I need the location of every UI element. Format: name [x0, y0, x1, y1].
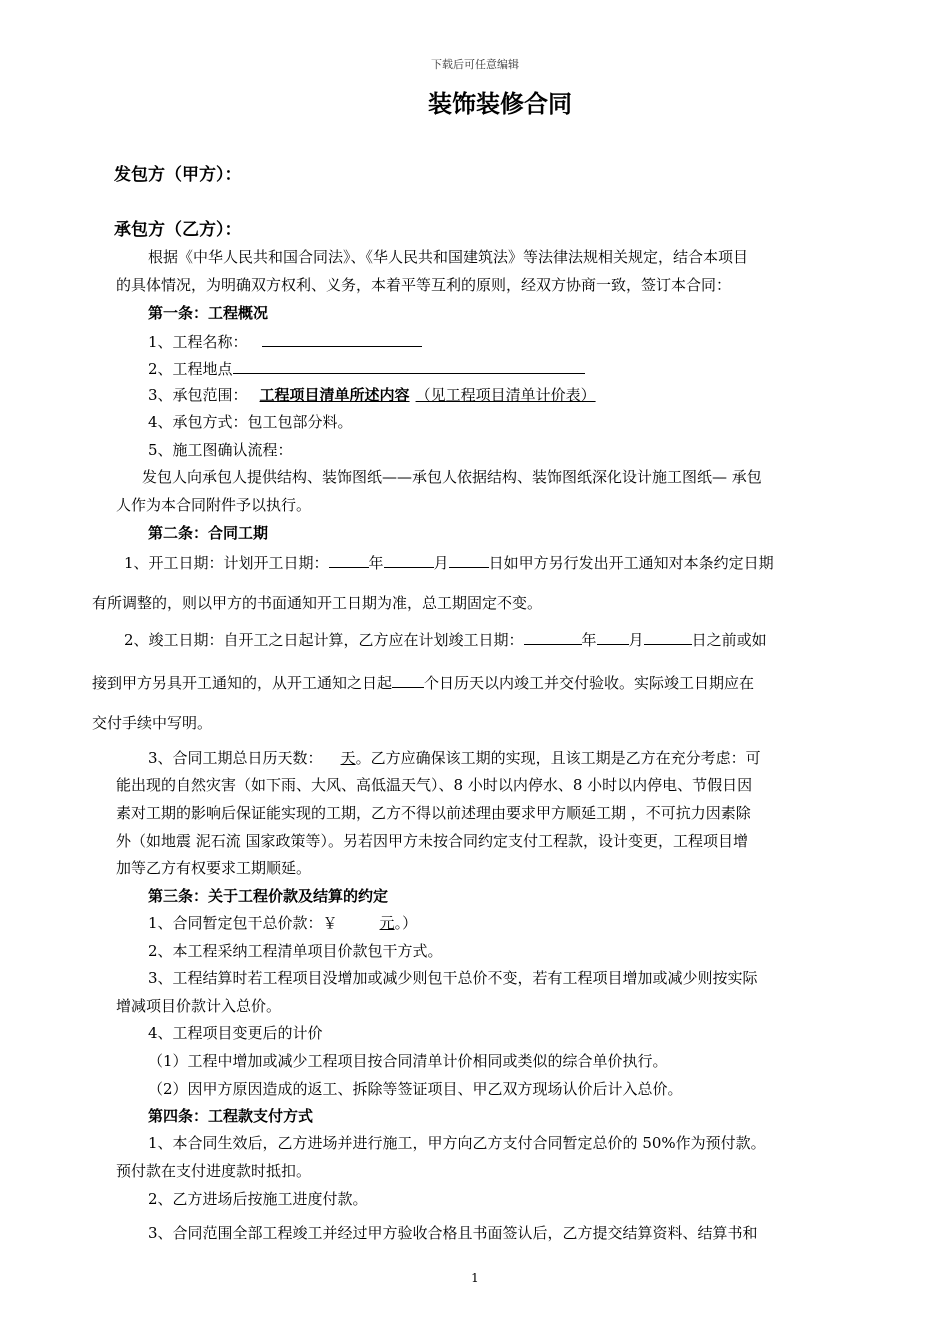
total-days-line-2: 能出现的自然灾害（如下雨、大风、高低温天气）、8 小时以内停水、8 小时以内停电、节假日因: [116, 776, 753, 794]
start-year-blank: [329, 551, 369, 568]
start-month-blank: [384, 551, 434, 568]
scope-label: 3、承包范围：: [148, 386, 248, 404]
start-date-tail: 日如甲方另行发出开工通知对本条约定日期: [488, 554, 774, 572]
start-date-row: [124, 551, 774, 573]
total-price-row: [148, 913, 417, 933]
settlement-line-2: 增减项目价款计入总价。: [116, 997, 282, 1015]
party-b-label: 承包方（乙方）：: [114, 220, 242, 240]
days-blank: [392, 671, 424, 688]
month-label: 月: [433, 554, 449, 572]
month-label: 月: [628, 631, 644, 649]
project-name-blank: [262, 330, 422, 347]
total-days-line-5: 加等乙方有权要求工期顺延。: [116, 859, 312, 877]
start-date-label: 1、开工日期：计划开工日期：: [124, 554, 329, 572]
total-price-label: 1、合同暂定包干总价款：￥: [148, 914, 338, 932]
project-name-row: [148, 330, 422, 352]
start-date-line-2: 有所调整的，则以甲方的书面通知开工日期为准，总工期固定不变。: [92, 594, 543, 612]
end-day-blank: [644, 628, 692, 645]
end-date-line-2b: 个日历天以内竣工并交付验收。实际竣工日期应在: [424, 674, 755, 692]
project-location-blank: [233, 357, 585, 374]
drawing-flow-label: 5、施工图确认流程：: [148, 441, 293, 459]
end-date-line-2a: 接到甲方另具开工通知的，从开工通知之日起: [92, 674, 393, 692]
total-days-unit: 天: [340, 749, 356, 767]
project-location-label: 2、工程地点: [148, 360, 233, 378]
change-pricing-sub-2: （2）因甲方原因造成的返工、拆除等签证项目、甲乙双方现场认价后计入总价。: [148, 1080, 683, 1098]
pricing-method: 2、本工程采纳工程清单项目价款包干方式。: [148, 942, 443, 960]
intro-line-1: 根据《中华人民共和国合同法》、《华人民共和国建筑法》等法律法规相关规定，结合本项目: [148, 248, 749, 266]
final-settlement: 3、合同范围全部工程竣工并经过甲方验收合格且书面签认后，乙方提交结算资料、结算书和: [148, 1224, 758, 1242]
drawing-flow-line-2: 人作为本合同附件予以执行。: [116, 496, 312, 514]
prepayment-line-2: 预付款在支付进度款时抵扣。: [116, 1162, 312, 1180]
year-label: 年: [368, 554, 384, 572]
scope-content: 工程项目清单所述内容: [259, 386, 410, 404]
total-price-unit: 元: [379, 914, 395, 932]
end-date-row: [124, 628, 767, 650]
total-days-label: 3、合同工期总日历天数：: [148, 749, 323, 767]
contract-mode: 4、承包方式：包工包部分料。: [148, 413, 353, 431]
page-number: 1: [471, 1271, 479, 1285]
change-pricing-label: 4、工程项目变更后的计价: [148, 1024, 323, 1042]
end-date-line-2: [92, 671, 754, 693]
article-2-heading: 第二条：合同工期: [148, 524, 269, 542]
total-days-text: 。乙方应确保该工期的实现，且该工期是乙方在充分考虑：可: [355, 749, 761, 767]
change-pricing-sub-1: （1）工程中增加或减少工程项目按合同清单计价相同或类似的综合单价执行。: [148, 1052, 668, 1070]
year-label: 年: [581, 631, 597, 649]
document-title: 装饰装修合同: [428, 90, 572, 118]
end-date-line-3: 交付手续中写明。: [92, 714, 213, 732]
start-day-blank: [449, 551, 489, 568]
end-date-label: 2、竣工日期：自开工之日起计算，乙方应在计划竣工日期：: [124, 631, 524, 649]
article-1-heading: 第一条：工程概况: [148, 304, 269, 322]
article-3-heading: 第三条：关于工程价款及结算的约定: [148, 887, 389, 905]
end-date-tail: 日之前或如: [691, 631, 767, 649]
settlement-line-1: 3、工程结算时若工程项目没增加或减少则包干总价不变，若有工程项目增加或减少则按实际: [148, 969, 758, 987]
party-a-label: 发包方（甲方）：: [114, 165, 242, 185]
total-days-row: [148, 748, 761, 768]
prepayment-line-1: 1、本合同生效后，乙方进场并进行施工，甲方向乙方支付合同暂定总价的 50%作为预付款。: [148, 1134, 766, 1152]
intro-line-2: 的具体情况，为明确双方权利、义务，本着平等互利的原则，经双方协商一致，签订本合同：: [116, 276, 732, 294]
scope-row: [148, 385, 606, 405]
drawing-flow-line-1: 发包人向承包人提供结构、装饰图纸——承包人依据结构、装饰图纸深化设计施工图纸— 承包: [142, 468, 762, 486]
page-header: 下载后可任意编辑: [431, 58, 519, 71]
total-days-line-4: 外（如地震 泥石流 国家政策等）。另若因甲方未按合同约定支付工程款，设计变更，工程项目增: [116, 832, 749, 850]
article-4-heading: 第四条：工程款支付方式: [148, 1107, 314, 1125]
scope-note: （见工程项目清单计价表）: [415, 386, 596, 404]
project-location-row: [148, 357, 585, 379]
total-price-tail: 。）: [394, 914, 418, 932]
end-year-blank: [524, 628, 582, 645]
project-name-label: 1、工程名称：: [148, 333, 248, 351]
total-days-line-3: 素对工期的影响后保证能实现的工期，乙方不得以前述理由要求甲方顺延工期 ，不可抗力因素除: [116, 804, 751, 822]
progress-payment: 2、乙方进场后按施工进度付款。: [148, 1190, 368, 1208]
end-month-blank: [597, 628, 629, 645]
